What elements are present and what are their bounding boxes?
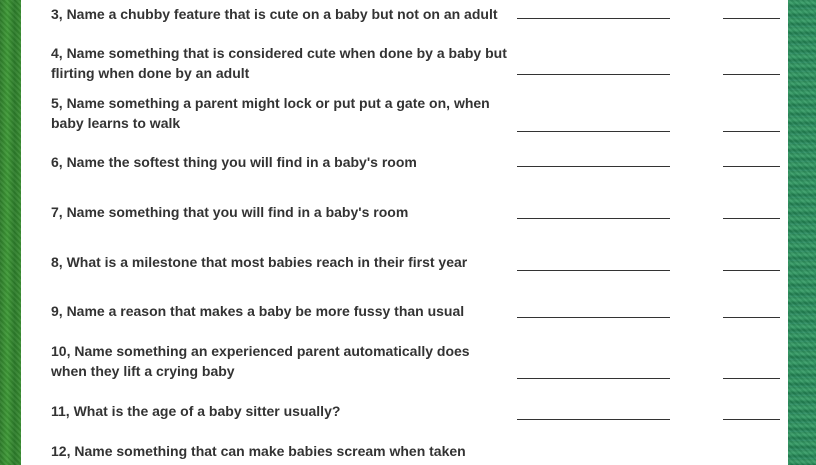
question-8: 8, What is a milestone that most babies reach in their first year: [51, 254, 468, 270]
points-line-3[interactable]: [723, 18, 780, 19]
points-line-9[interactable]: [723, 317, 780, 318]
points-line-4[interactable]: [723, 74, 780, 75]
question-5: 5, Name something a parent might lock or put put a gate on, when baby learns to walk: [51, 95, 490, 131]
points-line-6[interactable]: [723, 166, 780, 167]
question-7: 7, Name something that you will find in a baby's room: [51, 204, 409, 220]
green-border-left: [0, 0, 21, 465]
green-border-right: [788, 0, 816, 465]
question-12: 12, Name something that can make babies scream when taken: [51, 443, 466, 459]
points-line-10[interactable]: [723, 378, 780, 379]
question-11: 11, What is the age of a baby sitter usually?: [51, 403, 341, 419]
points-line-5[interactable]: [723, 131, 780, 132]
answer-line-9[interactable]: [517, 317, 670, 318]
question-4: 4, Name something that is considered cute when done by a baby but flirting when done by an adult: [51, 45, 507, 81]
points-line-7[interactable]: [723, 218, 780, 219]
answer-line-6[interactable]: [517, 166, 670, 167]
answer-line-4[interactable]: [517, 74, 670, 75]
question-sheet: [21, 0, 788, 465]
question-9: 9, Name a reason that makes a baby be more fussy than usual: [51, 303, 465, 319]
points-line-8[interactable]: [723, 270, 780, 271]
answer-line-3[interactable]: [517, 18, 670, 19]
question-3: 3, Name a chubby feature that is cute on a baby but not on an adult: [51, 6, 498, 22]
answer-line-5[interactable]: [517, 131, 670, 132]
question-6: 6, Name the softest thing you will find in a baby's room: [51, 154, 417, 170]
question-10: 10, Name something an experienced parent automatically does when they lift a crying baby: [51, 343, 470, 379]
answer-line-8[interactable]: [517, 270, 670, 271]
answer-line-10[interactable]: [517, 378, 670, 379]
answer-line-11[interactable]: [517, 419, 670, 420]
answer-line-7[interactable]: [517, 218, 670, 219]
points-line-11[interactable]: [723, 419, 780, 420]
